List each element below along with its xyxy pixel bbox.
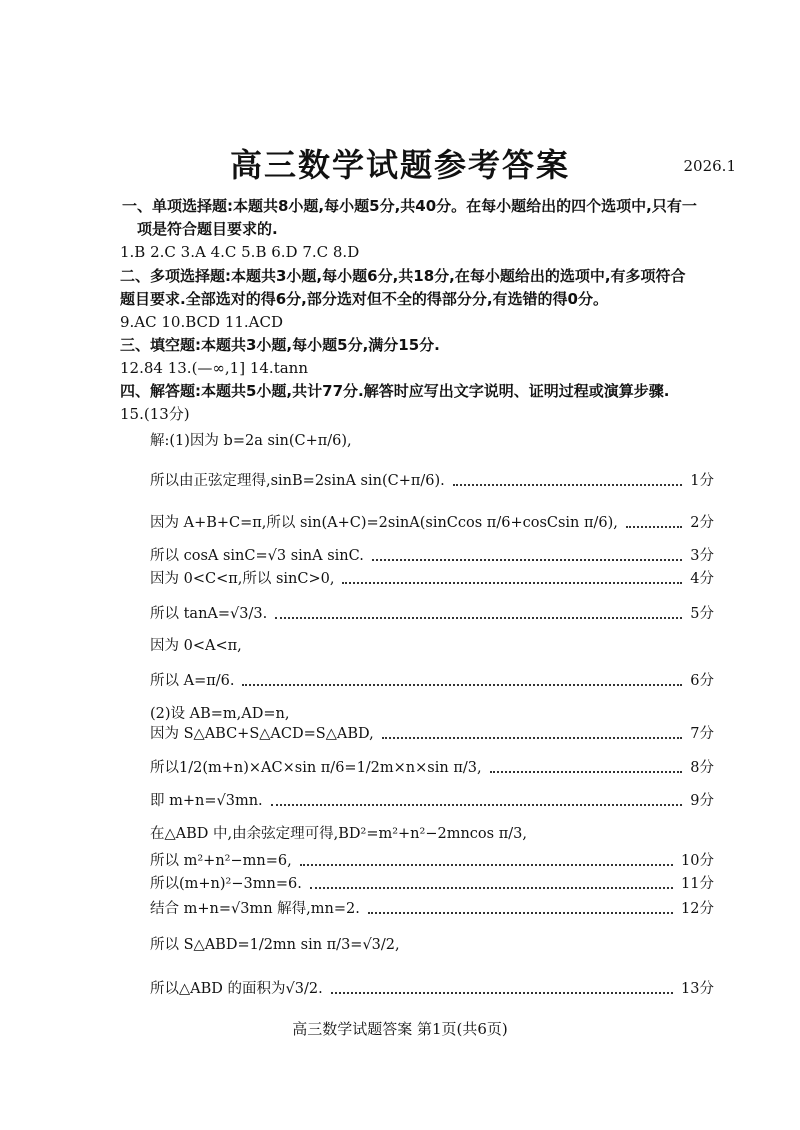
section-2-heading: 二、多项选择题:本题共3小题,每小题6分,共18分,在每小题给出的选项中,有多项符合: [120, 267, 686, 285]
solution-step: (2)设 AB=m,AD=n,: [150, 706, 290, 722]
section-2-answers: 9.AC 10.BCD 11.ACD: [120, 313, 284, 331]
solution-step: 所以 cosA sinC=√3 sinA sinC. 3分: [150, 548, 714, 564]
solution-step: 解:(1)因为 b=2a sin(C+π/6),: [150, 433, 352, 449]
solution-step: 所以(m+n)²−3mn=6. 11分: [150, 876, 714, 892]
section-1-answers: 1.B 2.C 3.A 4.C 5.B 6.D 7.C 8.D: [120, 243, 360, 261]
solution-step: 所以 tanA=√3/3. 5分: [150, 606, 714, 622]
solution-step: 所以△ABD 的面积为√3/2. 13分: [150, 981, 714, 997]
solution-step: 所以 A=π/6. 6分: [150, 673, 714, 689]
solution-step: 所以 S△ABD=1/2mn sin π/3=√3/2,: [150, 937, 400, 953]
solution-step: 所以由正弦定理得,sinB=2sinA sin(C+π/6). 1分: [150, 473, 714, 489]
solution-step: 因为 0<A<π,: [150, 638, 242, 654]
solution-step: 因为 A+B+C=π,所以 sin(A+C)=2sinA(sinCcos π/6+cosCsin π/6), 2分: [150, 515, 714, 531]
solution-step: 因为 S△ABC+S△ACD=S△ABD, 7分: [150, 726, 714, 742]
solution-step: 所以 m²+n²−mn=6, 10分: [150, 853, 714, 869]
section-3-answers: 12.84 13.(—∞,1] 14.tann: [120, 359, 308, 377]
page-footer: 高三数学试题答案 第1页(共6页): [292, 1020, 508, 1038]
solution-step: 结合 m+n=√3mn 解得,mn=2. 12分: [150, 901, 714, 917]
solution-step: 即 m+n=√3mn. 9分: [150, 793, 714, 809]
page-title: 高三数学试题参考答案: [229, 146, 570, 184]
exam-date: 2026.1: [683, 157, 736, 175]
section-1-heading: 一、单项选择题:本题共8小题,每小题5分,共40分。在每小题给出的四个选项中,只有一: [122, 197, 697, 215]
section-2-heading-cont: 题目要求.全部选对的得6分,部分选对但不全的得部分分,有选错的得0分。: [120, 290, 608, 308]
section-1-heading-cont: 项是符合题目要求的.: [137, 220, 278, 238]
section-3-heading: 三、填空题:本题共3小题,每小题5分,满分15分.: [120, 336, 440, 354]
question-15-header: 15.(13分): [120, 405, 190, 423]
solution-step: 在△ABD 中,由余弦定理可得,BD²=m²+n²−2mncos π/3,: [150, 826, 527, 842]
solution-step: 所以1/2(m+n)×AC×sin π/6=1/2m×n×sin π/3, 8分: [150, 760, 714, 776]
section-4-heading: 四、解答题:本题共5小题,共计77分.解答时应写出文字说明、证明过程或演算步骤.: [120, 382, 670, 400]
solution-step: 因为 0<C<π,所以 sinC>0, 4分: [150, 571, 714, 587]
